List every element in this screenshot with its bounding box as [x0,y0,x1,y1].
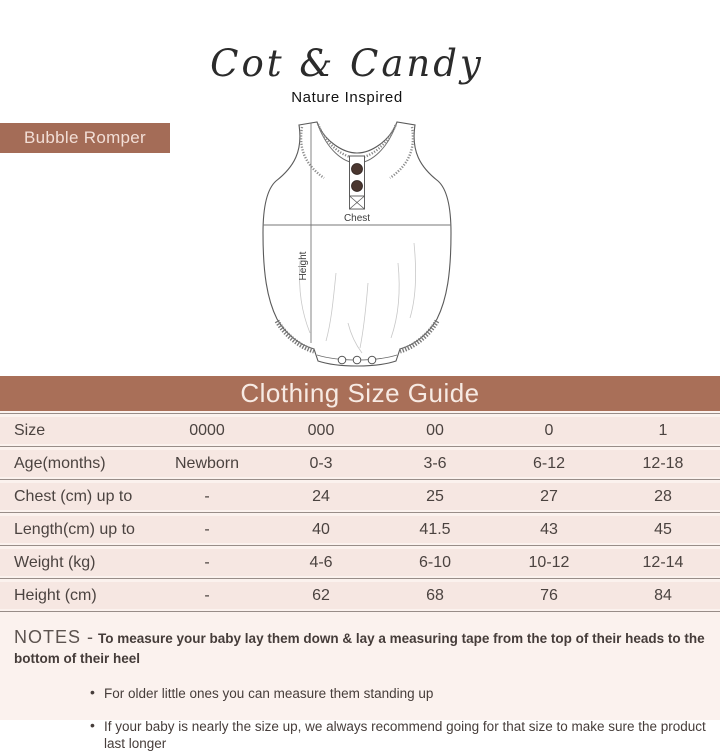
table-cell: 76 [540,586,558,604]
table-row-chest [0,483,720,510]
notes-bullet-list [14,685,706,752]
table-cell: Newborn [174,454,240,472]
bullet-dot: • [90,684,95,700]
placket-button [352,181,363,192]
table-cell: 27 [540,487,558,505]
table-cell: - [204,553,210,571]
table-cell: 0-3 [309,454,333,472]
table-cell: 00 [426,421,444,439]
snap-button [338,356,346,364]
size-guide-title-banner: Clothing Size Guide [0,376,720,411]
product-label: Bubble Romper [0,123,170,153]
table-cell: 41.5 [419,520,451,538]
table-cell: 4-6 [309,553,333,571]
table-cell: 0 [544,421,554,439]
size-guide-table [0,411,720,615]
height-label: Height [298,251,309,281]
notes-section [0,615,720,752]
table-cell: - [204,487,210,505]
row-divider [0,543,720,549]
table-cell: 3-6 [423,454,447,472]
romper-sketch [248,110,472,376]
table-row-height [0,582,720,609]
notes-bullet-item [14,685,706,702]
table-row-length [0,516,720,543]
table-cell: 24 [312,487,330,505]
snap-button [353,356,361,364]
snap-button [368,356,376,364]
notes-bullet-text: For older little ones you can measure them standing up [104,686,434,701]
table-cell: 45 [654,520,672,538]
row-divider [0,576,720,582]
table-cell: 28 [654,487,672,505]
row-label: Length(cm) up to [14,520,135,538]
table-cell: 62 [312,586,330,604]
row-divider [0,510,720,516]
row-label: Age(months) [14,454,106,472]
bullet-dot: • [90,717,95,733]
brand-logo: Cot & Candy [210,42,484,85]
table-cell: 1 [658,421,668,439]
table-cell: 25 [426,487,444,505]
row-label: Chest (cm) up to [14,487,133,505]
table-cell: 10-12 [528,553,570,571]
row-divider [0,444,720,450]
placket-button [352,164,363,175]
row-label: Height (cm) [14,586,97,604]
table-cell: 12-18 [642,454,684,472]
row-label: Size [14,421,46,439]
brand-header [0,42,694,106]
chest-label: Chest [343,213,371,224]
notes-bullet-item [14,718,706,752]
table-cell: - [204,520,210,538]
notes-bullet-text: If your baby is nearly the size up, we always recommend going for that size to make sure the product last longer [104,719,706,751]
table-row-size [0,417,720,444]
brand-tagline: Nature Inspired [291,89,403,106]
row-divider [0,477,720,483]
table-cell: 0000 [189,421,225,439]
table-cell: 12-14 [642,553,684,571]
table-cell: 68 [426,586,444,604]
table-row-weight [0,549,720,576]
table-cell: 43 [540,520,558,538]
notes-lead-text: To measure your baby lay them down & lay a measuring tape from the top of their heads to the bottom of their heel [14,631,705,666]
table-cell: - [204,586,210,604]
size-guide-body [0,411,720,751]
table-cell: 000 [307,421,335,439]
table-row-age [0,450,720,477]
table-cell: 6-10 [418,553,452,571]
table-cell: 84 [654,586,672,604]
table-cell: 40 [312,520,330,538]
notes-heading: NOTES - [14,627,95,647]
romper-diagram [248,110,472,376]
row-divider [0,609,720,615]
row-label: Weight (kg) [14,553,96,571]
table-cell: 6-12 [532,454,566,472]
row-divider [0,411,720,417]
notes-lead-line [14,627,706,669]
